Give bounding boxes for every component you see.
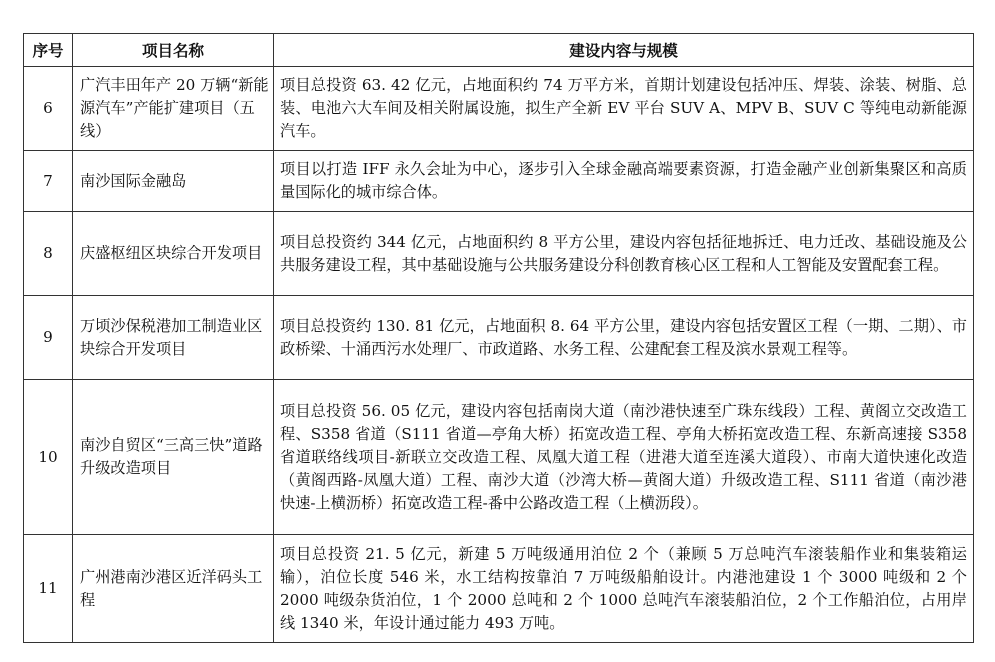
row-name: 南沙自贸区“三高三快”道路升级改造项目	[73, 380, 274, 535]
table-row	[24, 212, 974, 296]
row-name: 万顷沙保税港加工制造业区块综合开发项目	[73, 296, 274, 380]
row-no: 7	[24, 151, 73, 212]
row-desc: 项目总投资约 130. 81 亿元，占地面积 8. 64 平方公里，建设内容包括安置区工程（一期、二期）、市政桥梁、十涌西污水处理厂、市政道路、水务工程、公建配套工程及滨水景观工程等。	[274, 296, 974, 380]
project-table	[23, 33, 974, 643]
row-desc: 项目以打造 IFF 永久会址为中心，逐步引入全球金融高端要素资源，打造金融产业创新集聚区和高质量国际化的城市综合体。	[274, 151, 974, 212]
row-name: 广州港南沙港区近洋码头工程	[73, 535, 274, 643]
row-name: 庆盛枢纽区块综合开发项目	[73, 212, 274, 296]
table-row	[24, 67, 974, 151]
row-no: 6	[24, 67, 73, 151]
header-desc: 建设内容与规模	[274, 34, 974, 67]
row-name: 南沙国际金融岛	[73, 151, 274, 212]
row-desc: 项目总投资约 344 亿元，占地面积约 8 平方公里，建设内容包括征地拆迁、电力迁改、基础设施及公共服务建设工程，其中基础设施与公共服务建设分科创教育核心区工程和人工智能及安置配套工程。	[274, 212, 974, 296]
row-no: 11	[24, 535, 73, 643]
row-no: 9	[24, 296, 73, 380]
row-no: 10	[24, 380, 73, 535]
row-no: 8	[24, 212, 73, 296]
table-row	[24, 296, 974, 380]
table-row	[24, 535, 974, 643]
row-desc: 项目总投资 63. 42 亿元，占地面积约 74 万平方米，首期计划建设包括冲压、焊装、涂装、树脂、总装、电池六大车间及相关附属设施，拟生产全新 EV 平台 SUV A、MPV B、SUV C 等纯电动新能源汽车。	[274, 67, 974, 151]
header-name: 项目名称	[73, 34, 274, 67]
table-row	[24, 380, 974, 535]
header-no: 序号	[24, 34, 73, 67]
row-desc: 项目总投资 56. 05 亿元，建设内容包括南岗大道（南沙港快速至广珠东线段）工程、黄阁立交改造工程、S358 省道（S111 省道—亭角大桥）拓宽改造工程、亭角大桥拓宽改造工程、东新高速接 S358 省道联络线项目-新联立交改造工程、凤凰大道工程（进港大道至连溪大道段）、市南大道快速化改造（黄阁西路-凤凰大道）工程、南沙大道（沙湾大桥—黄阁大道）升级改造工程、S111 省道（南沙港快速-上横沥桥）拓宽改造工程-番中公路改造工程（上横沥段）。	[274, 380, 974, 535]
row-name: 广汽丰田年产 20 万辆“新能源汽车”产能扩建项目（五线）	[73, 67, 274, 151]
header-row	[24, 34, 974, 67]
row-desc: 项目总投资 21. 5 亿元，新建 5 万吨级通用泊位 2 个（兼顾 5 万总吨汽车滚装船作业和集装箱运输），泊位长度 546 米，水工结构按靠泊 7 万吨级船舶设计。内港池建设 1 个 3000 吨级和 2 个 2000 吨级杂货泊位，1 个 2000 总吨和 2 个 1000 总吨汽车滚装船泊位，2 个工作船泊位，占用岸线 1340 米，年设计通过能力 493 万吨。	[274, 535, 974, 643]
table-row	[24, 151, 974, 212]
